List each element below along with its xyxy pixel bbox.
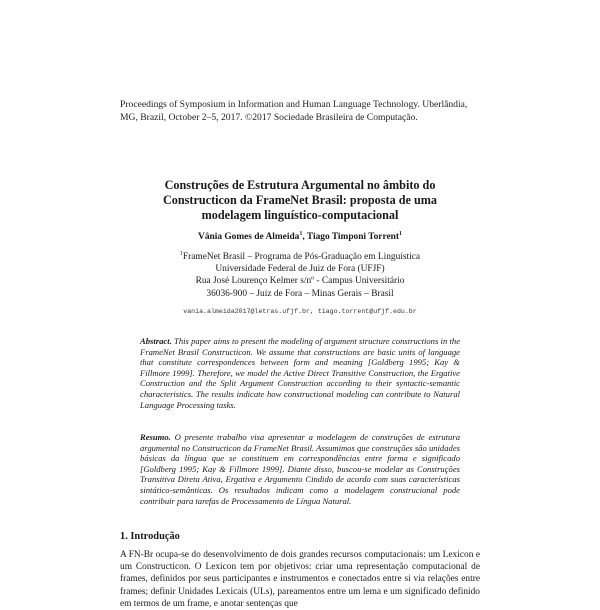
affiliation-line: Universidade Federal de Juiz de Fora (UFJF) [215,264,385,275]
author-emails: vania.almeida2017@letras.ufjf.br, tiago.torrent@ufjf.edu.br [183,308,417,315]
affiliation-line: 36036-900 – Juiz de Fora – Minas Gerais – Brasil [206,288,394,299]
resumo-text: O presente trabalho visa apresentar a modelagem de construções de estrutura argumental no Constructicon da FrameNet Brasil. Assumimos que construções são unidades básicas da língua que se constituem em correspondências entre forma e significado [Goldberg 1995; Kay & Fillmore 1999]. Diante disso, buscou-se modelar as Construções Transitiva Direta Ativa, Ergativa e Argumento Cindido de acordo com suas características sintático-semânticas. Os resultados indicam como a modelagem construcional pode contribuir para tarefas de Processamento de Língua Natural. [140,432,460,506]
author-affiliation-mark: 1 [398,230,402,237]
affiliation-block [140,251,460,300]
author-affiliation-mark: 1 [299,230,303,237]
author-line [120,231,480,243]
author-separator: , [302,232,307,242]
affiliation-line: $^1$FrameNet Brasil – Programa de Pós-Graduação em Linguística [179,250,421,262]
resumo-label: Resumo. [140,432,171,442]
section-heading: 1. Introdução [120,531,180,542]
body-paragraph: A FN-Br ocupa-se do desenvolvimento de dois grandes recursos computacionais: um Lexicon e um Constructicon. O Lexicon tem por objetivos: criar uma representação computacional de frames, definidos por seus participantes e instrumentos e conectados entre si via relações entre frames; definir Unidades Lexicais (ULs), pareamentos entre um lema e um significado definido em termos de um frame, e anotar sentenças que [120,550,480,609]
affiliation-mark: 1 [179,250,183,257]
resumo [140,432,460,506]
abstract-text: This paper aims to present the modeling of argument structure constructions in the FrameNet Brasil Constructicon. We assume that constructions are basic units of language that constitute correspondences between form and meaning [Goldberg 1995; Kay & Fillmore 1999]. Therefore, we model the Active Direct Transitive Construction, the Ergative Construction and the Split Argument Construction according to their syntactic-semantic characteristics. The results indicate how constructional modeling can contribute to Natural Language Processing tasks. [140,336,461,410]
author-name: Tiago Timponi Torrent [306,232,399,242]
author-name: Vânia Gomes de Almeida [198,232,300,242]
proceedings-header: Proceedings of Symposium in Information and Human Language Technology. Uberlândia, MG, Brazil, October 2–5, 2017. ©2017 Sociedade Brasileira de Computação. [120,99,468,123]
abstract [140,336,460,410]
abstract-label: Abstract. [140,336,172,346]
paper-title: Construções de Estrutura Argumental no âmbito do Constructicon da FrameNet Brasil: proposta de uma modelagem linguístico-computacional [163,178,437,222]
affiliation-line: Rua José Lourenço Kelmer s/nº - Campus Universitário [195,276,405,287]
